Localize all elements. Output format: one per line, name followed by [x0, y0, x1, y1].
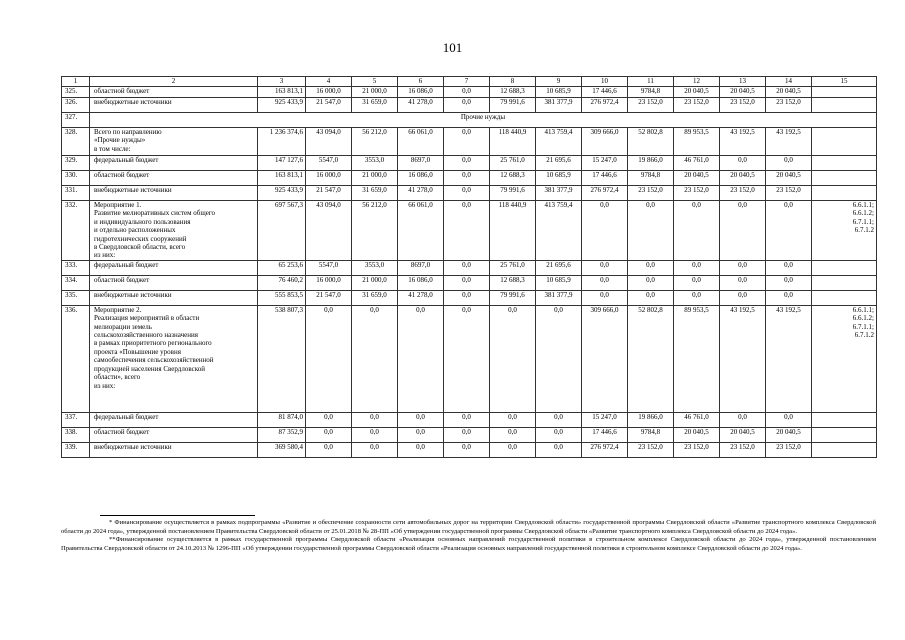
value-cell: 23 152,0	[720, 98, 766, 113]
column-number-cell: 1	[62, 77, 90, 87]
value-cell: 0,0	[444, 290, 490, 305]
value-cell: 0,0	[536, 442, 582, 457]
value-cell: 89 953,5	[674, 128, 720, 156]
value-cell: 0,0	[444, 98, 490, 113]
value-cell: 697 567,3	[258, 201, 306, 261]
value-cell: 0,0	[306, 427, 352, 442]
value-cell: 41 278,0	[398, 98, 444, 113]
column-number-cell: 2	[90, 77, 258, 87]
value-cell: 0,0	[490, 412, 536, 427]
value-cell: 0,0	[766, 156, 812, 171]
row-number-cell: 338.	[62, 427, 90, 442]
value-cell: 0,0	[766, 201, 812, 261]
table-row	[62, 305, 877, 412]
value-cell: 66 061,0	[398, 128, 444, 156]
value-cell: 21 695,6	[536, 260, 582, 275]
value-cell: 23 152,0	[720, 186, 766, 201]
value-cell: 5547,0	[306, 156, 352, 171]
value-cell: 925 433,9	[258, 98, 306, 113]
value-cell: 0,0	[444, 156, 490, 171]
value-cell: 0,0	[720, 260, 766, 275]
row-name-cell: федеральный бюджет	[90, 412, 258, 427]
value-cell: 46 761,0	[674, 156, 720, 171]
table-row	[62, 260, 877, 275]
value-cell: 23 152,0	[628, 442, 674, 457]
value-cell: 0,0	[582, 260, 628, 275]
value-cell: 20 040,5	[674, 87, 720, 98]
value-cell: 1 236 374,6	[258, 128, 306, 156]
value-cell: 21 000,0	[352, 171, 398, 186]
value-cell: 23 152,0	[674, 98, 720, 113]
value-cell: 25 761,0	[490, 260, 536, 275]
value-cell: 0,0	[766, 290, 812, 305]
budget-table	[61, 76, 877, 458]
table-row	[62, 427, 877, 442]
value-cell: 8697,0	[398, 156, 444, 171]
value-cell: 538 807,3	[258, 305, 306, 412]
value-cell: 43 192,5	[766, 305, 812, 412]
value-cell: 17 446,6	[582, 427, 628, 442]
value-cell: 19 866,0	[628, 412, 674, 427]
value-cell: 0,0	[306, 305, 352, 412]
value-cell: 925 433,9	[258, 186, 306, 201]
target-reference-cell: 6.6.1.1; 6.6.1.2; 6.7.1.1; 6.7.1.2	[812, 305, 877, 412]
value-cell: 23 152,0	[720, 442, 766, 457]
target-reference-cell	[812, 260, 877, 275]
value-cell: 52 802,8	[628, 128, 674, 156]
target-reference-cell: 6.6.1.1; 6.6.1.2; 6.7.1.1; 6.7.1.2	[812, 201, 877, 261]
value-cell: 0,0	[444, 427, 490, 442]
value-cell: 0,0	[720, 275, 766, 290]
value-cell: 0,0	[720, 412, 766, 427]
value-cell: 0,0	[536, 305, 582, 412]
value-cell: 15 247,0	[582, 156, 628, 171]
value-cell: 20 040,5	[766, 87, 812, 98]
value-cell: 0,0	[352, 427, 398, 442]
column-number-cell: 5	[352, 77, 398, 87]
table-row	[62, 98, 877, 113]
value-cell: 0,0	[674, 201, 720, 261]
page-number: 101	[442, 40, 463, 55]
value-cell: 118 440,9	[490, 201, 536, 261]
column-number-cell: 15	[812, 77, 877, 87]
table-row	[62, 290, 877, 305]
value-cell: 0,0	[444, 260, 490, 275]
value-cell: 0,0	[582, 290, 628, 305]
value-cell: 309 666,0	[582, 128, 628, 156]
value-cell: 0,0	[352, 305, 398, 412]
value-cell: 0,0	[444, 201, 490, 261]
value-cell: 0,0	[720, 156, 766, 171]
value-cell: 19 866,0	[628, 156, 674, 171]
value-cell: 0,0	[444, 171, 490, 186]
row-name-cell: областной бюджет	[90, 275, 258, 290]
value-cell: 555 853,5	[258, 290, 306, 305]
table-row	[62, 201, 877, 261]
value-cell: 89 953,5	[674, 305, 720, 412]
row-name-cell: внебюджетные источники	[90, 98, 258, 113]
table-row	[62, 87, 877, 98]
value-cell: 0,0	[398, 427, 444, 442]
row-name-cell: федеральный бюджет	[90, 260, 258, 275]
value-cell: 16 000,0	[306, 87, 352, 98]
target-reference-cell	[812, 186, 877, 201]
value-cell: 16 000,0	[306, 275, 352, 290]
row-name-cell: федеральный бюджет	[90, 156, 258, 171]
value-cell: 381 377,9	[536, 186, 582, 201]
table-row	[62, 156, 877, 171]
value-cell: 56 212,0	[352, 201, 398, 261]
value-cell: 43 094,0	[306, 201, 352, 261]
value-cell: 17 446,6	[582, 87, 628, 98]
value-cell: 381 377,9	[536, 98, 582, 113]
footnotes	[61, 519, 876, 553]
value-cell: 0,0	[766, 260, 812, 275]
target-reference-cell	[812, 156, 877, 171]
value-cell: 12 688,3	[490, 87, 536, 98]
value-cell: 10 685,9	[536, 171, 582, 186]
row-number-cell: 327.	[62, 113, 90, 128]
value-cell: 0,0	[720, 201, 766, 261]
value-cell: 0,0	[444, 442, 490, 457]
value-cell: 20 040,5	[720, 171, 766, 186]
row-name-cell: Мероприятие 1. Развитие мелиоративных систем общего и индивидуального пользования и отдельно расположенных гидротехнических сооружений в Свердловской области, всего из них:	[90, 201, 258, 261]
value-cell: 0,0	[352, 442, 398, 457]
target-reference-cell	[812, 442, 877, 457]
value-cell: 8697,0	[398, 260, 444, 275]
table-row	[62, 186, 877, 201]
target-reference-cell	[812, 87, 877, 98]
value-cell: 0,0	[582, 275, 628, 290]
target-reference-cell	[812, 427, 877, 442]
value-cell: 3553,0	[352, 260, 398, 275]
value-cell: 0,0	[444, 275, 490, 290]
value-cell: 43 192,5	[720, 128, 766, 156]
value-cell: 79 991,6	[490, 98, 536, 113]
row-number-cell: 339.	[62, 442, 90, 457]
row-number-cell: 325.	[62, 87, 90, 98]
value-cell: 0,0	[444, 412, 490, 427]
value-cell: 5547,0	[306, 260, 352, 275]
value-cell: 276 972,4	[582, 98, 628, 113]
value-cell: 23 152,0	[766, 186, 812, 201]
table-row	[62, 171, 877, 186]
value-cell: 21 547,0	[306, 98, 352, 113]
value-cell: 9784,8	[628, 427, 674, 442]
value-cell: 25 761,0	[490, 156, 536, 171]
value-cell: 23 152,0	[766, 98, 812, 113]
value-cell: 20 040,5	[720, 87, 766, 98]
value-cell: 46 761,0	[674, 412, 720, 427]
value-cell: 0,0	[582, 201, 628, 261]
value-cell: 21 547,0	[306, 186, 352, 201]
value-cell: 16 000,0	[306, 171, 352, 186]
value-cell: 0,0	[444, 186, 490, 201]
value-cell: 52 802,8	[628, 305, 674, 412]
value-cell: 0,0	[444, 305, 490, 412]
value-cell: 0,0	[628, 275, 674, 290]
value-cell: 413 759,4	[536, 201, 582, 261]
value-cell: 16 086,0	[398, 275, 444, 290]
row-name-cell: областной бюджет	[90, 87, 258, 98]
row-name-cell: внебюджетные источники	[90, 290, 258, 305]
column-number-cell: 4	[306, 77, 352, 87]
value-cell: 43 192,5	[766, 128, 812, 156]
value-cell: 9784,8	[628, 87, 674, 98]
value-cell: 31 659,0	[352, 290, 398, 305]
table-row	[62, 275, 877, 290]
value-cell: 381 377,9	[536, 290, 582, 305]
row-number-cell: 329.	[62, 156, 90, 171]
column-number-cell: 14	[766, 77, 812, 87]
column-number-cell: 10	[582, 77, 628, 87]
column-number-cell: 12	[674, 77, 720, 87]
footnote-2: **Финансирование осуществляется в рамках государственной программы Свердловской области «Реализация основных направлений государственной политики в строительном комплексе Свердловской области до 2024 года», утвержденной постановлением Правительства Свердловской области от 24.10.2013 № 1296-ПП «Об утверждении государственной программы Свердловской области «Реализация основных направлений государственной политики в строительном комплексе Свердловской области до 2024 года».	[61, 536, 876, 552]
value-cell: 0,0	[766, 412, 812, 427]
value-cell: 10 685,9	[536, 87, 582, 98]
table-header-row	[62, 77, 877, 87]
section-title-cell: Прочие нужды	[90, 113, 877, 128]
value-cell: 147 127,6	[258, 156, 306, 171]
column-number-cell: 3	[258, 77, 306, 87]
column-number-cell: 8	[490, 77, 536, 87]
column-number-cell: 9	[536, 77, 582, 87]
column-number-cell: 11	[628, 77, 674, 87]
value-cell: 79 991,6	[490, 186, 536, 201]
value-cell: 23 152,0	[766, 442, 812, 457]
value-cell: 0,0	[720, 290, 766, 305]
row-number-cell: 326.	[62, 98, 90, 113]
row-name-cell: внебюджетные источники	[90, 186, 258, 201]
value-cell: 21 547,0	[306, 290, 352, 305]
row-number-cell: 334.	[62, 275, 90, 290]
value-cell: 0,0	[674, 290, 720, 305]
value-cell: 309 666,0	[582, 305, 628, 412]
row-name-cell: областной бюджет	[90, 427, 258, 442]
row-name-cell: внебюджетные источники	[90, 442, 258, 457]
table-row	[62, 128, 877, 156]
value-cell: 118 440,9	[490, 128, 536, 156]
value-cell: 21 695,6	[536, 156, 582, 171]
value-cell: 31 659,0	[352, 186, 398, 201]
value-cell: 163 813,1	[258, 87, 306, 98]
row-name-cell: Мероприятие 2. Реализация мероприятий в области мелиорации земель сельскохозяйственного назначения в рамках приоритетного регионального проекта «Повышение уровня самообеспечения сельскохозяйственной продукцией населения Свердловской области», всего из них:	[90, 305, 258, 412]
value-cell: 20 040,5	[766, 171, 812, 186]
value-cell: 0,0	[628, 290, 674, 305]
value-cell: 0,0	[628, 260, 674, 275]
value-cell: 0,0	[766, 275, 812, 290]
value-cell: 0,0	[628, 201, 674, 261]
row-number-cell: 331.	[62, 186, 90, 201]
row-number-cell: 336.	[62, 305, 90, 412]
row-number-cell: 328.	[62, 128, 90, 156]
value-cell: 0,0	[398, 412, 444, 427]
target-reference-cell	[812, 412, 877, 427]
value-cell: 23 152,0	[628, 186, 674, 201]
value-cell: 20 040,5	[720, 427, 766, 442]
value-cell: 17 446,6	[582, 171, 628, 186]
value-cell: 41 278,0	[398, 186, 444, 201]
value-cell: 16 086,0	[398, 171, 444, 186]
value-cell: 0,0	[536, 427, 582, 442]
target-reference-cell	[812, 275, 877, 290]
value-cell: 79 991,6	[490, 290, 536, 305]
value-cell: 0,0	[490, 442, 536, 457]
value-cell: 163 813,1	[258, 171, 306, 186]
row-number-cell: 335.	[62, 290, 90, 305]
value-cell: 3553,0	[352, 156, 398, 171]
value-cell: 81 874,0	[258, 412, 306, 427]
value-cell: 20 040,5	[674, 427, 720, 442]
value-cell: 413 759,4	[536, 128, 582, 156]
row-number-cell: 333.	[62, 260, 90, 275]
value-cell: 0,0	[352, 412, 398, 427]
value-cell: 43 094,0	[306, 128, 352, 156]
value-cell: 23 152,0	[674, 442, 720, 457]
value-cell: 21 000,0	[352, 275, 398, 290]
value-cell: 43 192,5	[720, 305, 766, 412]
value-cell: 0,0	[674, 275, 720, 290]
table-row	[62, 113, 877, 128]
value-cell: 0,0	[536, 412, 582, 427]
value-cell: 0,0	[398, 442, 444, 457]
value-cell: 276 972,4	[582, 442, 628, 457]
footnote-separator	[100, 515, 255, 516]
value-cell: 10 685,9	[536, 275, 582, 290]
column-number-cell: 13	[720, 77, 766, 87]
target-reference-cell	[812, 98, 877, 113]
value-cell: 21 000,0	[352, 87, 398, 98]
value-cell: 12 688,3	[490, 171, 536, 186]
row-number-cell: 337.	[62, 412, 90, 427]
row-name-cell: областной бюджет	[90, 171, 258, 186]
value-cell: 66 061,0	[398, 201, 444, 261]
value-cell: 0,0	[444, 128, 490, 156]
value-cell: 65 253,6	[258, 260, 306, 275]
value-cell: 15 247,0	[582, 412, 628, 427]
value-cell: 0,0	[490, 427, 536, 442]
value-cell: 0,0	[674, 260, 720, 275]
value-cell: 0,0	[444, 87, 490, 98]
value-cell: 369 580,4	[258, 442, 306, 457]
target-reference-cell	[812, 171, 877, 186]
value-cell: 31 659,0	[352, 98, 398, 113]
value-cell: 56 212,0	[352, 128, 398, 156]
value-cell: 23 152,0	[628, 98, 674, 113]
value-cell: 0,0	[306, 442, 352, 457]
row-number-cell: 330.	[62, 171, 90, 186]
value-cell: 76 460,2	[258, 275, 306, 290]
value-cell: 20 040,5	[674, 171, 720, 186]
row-number-cell: 332.	[62, 201, 90, 261]
row-name-cell: Всего по направлению «Прочие нужды» в том числе:	[90, 128, 258, 156]
column-number-cell: 7	[444, 77, 490, 87]
value-cell: 16 086,0	[398, 87, 444, 98]
value-cell: 9784,8	[628, 171, 674, 186]
column-number-cell: 6	[398, 77, 444, 87]
value-cell: 87 352,9	[258, 427, 306, 442]
target-reference-cell	[812, 128, 877, 156]
table-row	[62, 412, 877, 427]
value-cell: 0,0	[490, 305, 536, 412]
footnote-1: * Финансирование осуществляется в рамках подпрограммы «Развитие и обеспечение сохранности сети автомобильных дорог на территории Свердловской области» государственной программы Свердловской области «Развитие транспортного комплекса Свердловской области до 2024 года», утвержденной постановлением Правительства Свердловской области от 25.01.2018 № 28-ПП «Об утверждении государственной программы Свердловской области «Развитие транспортного комплекса Свердловской области до 2024 года».	[61, 519, 876, 535]
value-cell: 12 688,3	[490, 275, 536, 290]
value-cell: 41 278,0	[398, 290, 444, 305]
target-reference-cell	[812, 290, 877, 305]
value-cell: 0,0	[306, 412, 352, 427]
table-row	[62, 442, 877, 457]
value-cell: 20 040,5	[766, 427, 812, 442]
value-cell: 0,0	[398, 305, 444, 412]
value-cell: 276 972,4	[582, 186, 628, 201]
value-cell: 23 152,0	[674, 186, 720, 201]
